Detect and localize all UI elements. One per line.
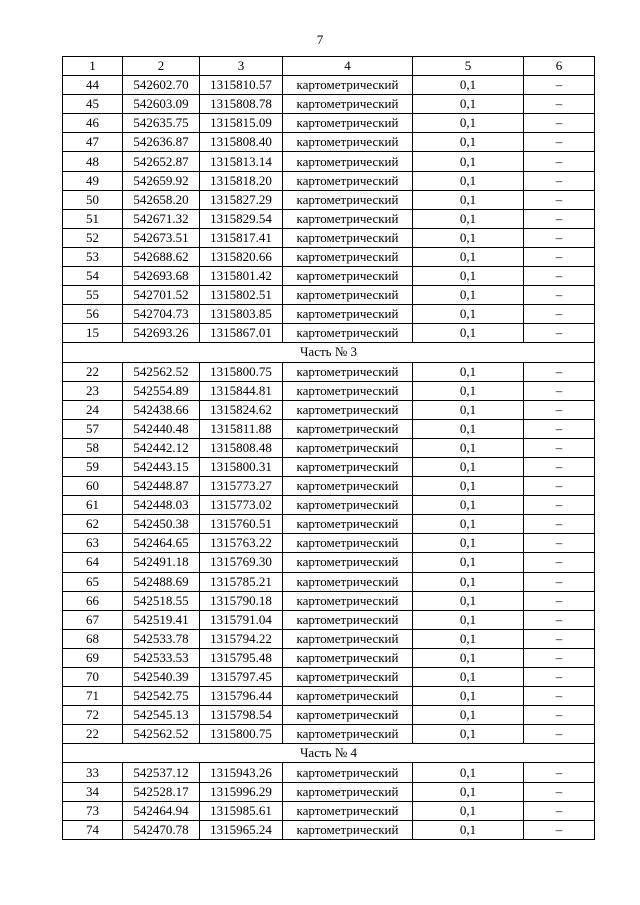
table-row — [63, 668, 595, 687]
method-cell: картометрический — [283, 457, 413, 476]
note-cell: – — [524, 629, 595, 648]
point-number-cell: 65 — [63, 572, 123, 591]
accuracy-cell: 0,1 — [413, 648, 524, 667]
note-cell: – — [524, 95, 595, 114]
x-coordinate-cell: 542450.38 — [123, 515, 200, 534]
method-cell: картометрический — [283, 496, 413, 515]
note-cell: – — [524, 362, 595, 381]
accuracy-cell: 0,1 — [413, 591, 524, 610]
x-coordinate-cell: 542464.65 — [123, 534, 200, 553]
y-coordinate-cell: 1315791.04 — [200, 610, 283, 629]
note-cell: – — [524, 267, 595, 286]
accuracy-cell: 0,1 — [413, 95, 524, 114]
accuracy-cell: 0,1 — [413, 610, 524, 629]
table-row — [63, 515, 595, 534]
y-coordinate-cell: 1315996.29 — [200, 782, 283, 801]
point-number-cell: 63 — [63, 534, 123, 553]
table-row — [63, 95, 595, 114]
point-number-cell: 46 — [63, 114, 123, 133]
note-cell: – — [524, 534, 595, 553]
method-cell: картометрический — [283, 209, 413, 228]
accuracy-cell: 0,1 — [413, 190, 524, 209]
table-row — [63, 629, 595, 648]
point-number-cell: 56 — [63, 305, 123, 324]
method-cell: картометрический — [283, 534, 413, 553]
note-cell: – — [524, 515, 595, 534]
accuracy-cell: 0,1 — [413, 457, 524, 476]
table-body — [63, 57, 595, 840]
x-coordinate-cell: 542491.18 — [123, 553, 200, 572]
note-cell: – — [524, 457, 595, 476]
note-cell: – — [524, 687, 595, 706]
note-cell: – — [524, 133, 595, 152]
accuracy-cell: 0,1 — [413, 496, 524, 515]
table-row — [63, 687, 595, 706]
point-number-cell: 15 — [63, 324, 123, 343]
header-cell: 2 — [123, 57, 200, 76]
accuracy-cell: 0,1 — [413, 706, 524, 725]
table-row — [63, 534, 595, 553]
header-cell: 1 — [63, 57, 123, 76]
point-number-cell: 55 — [63, 286, 123, 305]
note-cell: – — [524, 725, 595, 744]
x-coordinate-cell: 542704.73 — [123, 305, 200, 324]
note-cell: – — [524, 228, 595, 247]
section-header-row — [63, 744, 595, 763]
y-coordinate-cell: 1315800.75 — [200, 725, 283, 744]
note-cell: – — [524, 76, 595, 95]
point-number-cell: 69 — [63, 648, 123, 667]
table-row — [63, 228, 595, 247]
method-cell: картометрический — [283, 782, 413, 801]
y-coordinate-cell: 1315808.78 — [200, 95, 283, 114]
y-coordinate-cell: 1315794.22 — [200, 629, 283, 648]
method-cell: картометрический — [283, 286, 413, 305]
table-row — [63, 286, 595, 305]
point-number-cell: 60 — [63, 477, 123, 496]
x-coordinate-cell: 542658.20 — [123, 190, 200, 209]
method-cell: картометрический — [283, 381, 413, 400]
note-cell: – — [524, 648, 595, 667]
method-cell: картометрический — [283, 610, 413, 629]
accuracy-cell: 0,1 — [413, 553, 524, 572]
accuracy-cell: 0,1 — [413, 171, 524, 190]
table-row — [63, 133, 595, 152]
table-row — [63, 152, 595, 171]
point-number-cell: 49 — [63, 171, 123, 190]
accuracy-cell: 0,1 — [413, 419, 524, 438]
y-coordinate-cell: 1315795.48 — [200, 648, 283, 667]
point-number-cell: 68 — [63, 629, 123, 648]
y-coordinate-cell: 1315798.54 — [200, 706, 283, 725]
note-cell: – — [524, 190, 595, 209]
method-cell: картометрический — [283, 763, 413, 782]
table-row — [63, 820, 595, 839]
point-number-cell: 47 — [63, 133, 123, 152]
table-row — [63, 267, 595, 286]
table-row — [63, 190, 595, 209]
y-coordinate-cell: 1315808.48 — [200, 438, 283, 457]
header-row — [63, 57, 595, 76]
table-row — [63, 114, 595, 133]
point-number-cell: 24 — [63, 400, 123, 419]
accuracy-cell: 0,1 — [413, 267, 524, 286]
y-coordinate-cell: 1315796.44 — [200, 687, 283, 706]
note-cell: – — [524, 591, 595, 610]
point-number-cell: 22 — [63, 362, 123, 381]
accuracy-cell: 0,1 — [413, 152, 524, 171]
point-number-cell: 62 — [63, 515, 123, 534]
method-cell: картометрический — [283, 133, 413, 152]
accuracy-cell: 0,1 — [413, 477, 524, 496]
y-coordinate-cell: 1315808.40 — [200, 133, 283, 152]
method-cell: картометрический — [283, 668, 413, 687]
y-coordinate-cell: 1315773.02 — [200, 496, 283, 515]
accuracy-cell: 0,1 — [413, 286, 524, 305]
method-cell: картометрический — [283, 591, 413, 610]
y-coordinate-cell: 1315813.14 — [200, 152, 283, 171]
point-number-cell: 45 — [63, 95, 123, 114]
method-cell: картометрический — [283, 706, 413, 725]
note-cell: – — [524, 438, 595, 457]
method-cell: картометрический — [283, 247, 413, 266]
table-row — [63, 763, 595, 782]
method-cell: картометрический — [283, 324, 413, 343]
x-coordinate-cell: 542533.53 — [123, 648, 200, 667]
x-coordinate-cell: 542537.12 — [123, 763, 200, 782]
table-row — [63, 782, 595, 801]
y-coordinate-cell: 1315824.62 — [200, 400, 283, 419]
y-coordinate-cell: 1315827.29 — [200, 190, 283, 209]
point-number-cell: 44 — [63, 76, 123, 95]
accuracy-cell: 0,1 — [413, 324, 524, 343]
x-coordinate-cell: 542443.15 — [123, 457, 200, 476]
point-number-cell: 73 — [63, 801, 123, 820]
x-coordinate-cell: 542554.89 — [123, 381, 200, 400]
x-coordinate-cell: 542519.41 — [123, 610, 200, 629]
point-number-cell: 64 — [63, 553, 123, 572]
note-cell: – — [524, 820, 595, 839]
method-cell: картометрический — [283, 629, 413, 648]
x-coordinate-cell: 542636.87 — [123, 133, 200, 152]
x-coordinate-cell: 542448.87 — [123, 477, 200, 496]
method-cell: картометрический — [283, 725, 413, 744]
y-coordinate-cell: 1315820.66 — [200, 247, 283, 266]
note-cell: – — [524, 324, 595, 343]
method-cell: картометрический — [283, 515, 413, 534]
y-coordinate-cell: 1315818.20 — [200, 171, 283, 190]
y-coordinate-cell: 1315797.45 — [200, 668, 283, 687]
page-number: 7 — [316, 32, 324, 47]
note-cell: – — [524, 572, 595, 591]
x-coordinate-cell: 542448.03 — [123, 496, 200, 515]
table-row — [63, 706, 595, 725]
x-coordinate-cell: 542671.32 — [123, 209, 200, 228]
table-row — [63, 171, 595, 190]
accuracy-cell: 0,1 — [413, 381, 524, 400]
accuracy-cell: 0,1 — [413, 668, 524, 687]
point-number-cell: 34 — [63, 782, 123, 801]
note-cell: – — [524, 209, 595, 228]
table-row — [63, 648, 595, 667]
x-coordinate-cell: 542562.52 — [123, 725, 200, 744]
method-cell: картометрический — [283, 419, 413, 438]
method-cell: картометрический — [283, 553, 413, 572]
y-coordinate-cell: 1315800.75 — [200, 362, 283, 381]
x-coordinate-cell: 542470.78 — [123, 820, 200, 839]
point-number-cell: 61 — [63, 496, 123, 515]
point-number-cell: 71 — [63, 687, 123, 706]
note-cell: – — [524, 419, 595, 438]
x-coordinate-cell: 542602.70 — [123, 76, 200, 95]
y-coordinate-cell: 1315803.85 — [200, 305, 283, 324]
method-cell: картометрический — [283, 362, 413, 381]
point-number-cell: 50 — [63, 190, 123, 209]
point-number-cell: 22 — [63, 725, 123, 744]
header-cell: 6 — [524, 57, 595, 76]
method-cell: картометрический — [283, 400, 413, 419]
y-coordinate-cell: 1315763.22 — [200, 534, 283, 553]
accuracy-cell: 0,1 — [413, 782, 524, 801]
accuracy-cell: 0,1 — [413, 687, 524, 706]
method-cell: картометрический — [283, 190, 413, 209]
table-row — [63, 457, 595, 476]
accuracy-cell: 0,1 — [413, 362, 524, 381]
accuracy-cell: 0,1 — [413, 305, 524, 324]
accuracy-cell: 0,1 — [413, 247, 524, 266]
y-coordinate-cell: 1315773.27 — [200, 477, 283, 496]
method-cell: картометрический — [283, 152, 413, 171]
y-coordinate-cell: 1315829.54 — [200, 209, 283, 228]
table-row — [63, 400, 595, 419]
x-coordinate-cell: 542440.48 — [123, 419, 200, 438]
point-number-cell: 72 — [63, 706, 123, 725]
y-coordinate-cell: 1315965.24 — [200, 820, 283, 839]
method-cell: картометрический — [283, 820, 413, 839]
y-coordinate-cell: 1315943.26 — [200, 763, 283, 782]
x-coordinate-cell: 542464.94 — [123, 801, 200, 820]
x-coordinate-cell: 542693.26 — [123, 324, 200, 343]
point-number-cell: 52 — [63, 228, 123, 247]
accuracy-cell: 0,1 — [413, 534, 524, 553]
coordinates-table — [62, 56, 595, 840]
note-cell: – — [524, 801, 595, 820]
point-number-cell: 23 — [63, 381, 123, 400]
method-cell: картометрический — [283, 572, 413, 591]
method-cell: картометрический — [283, 687, 413, 706]
accuracy-cell: 0,1 — [413, 400, 524, 419]
table-row — [63, 362, 595, 381]
section-header-row — [63, 343, 595, 362]
point-number-cell: 57 — [63, 419, 123, 438]
x-coordinate-cell: 542673.51 — [123, 228, 200, 247]
header-cell: 5 — [413, 57, 524, 76]
method-cell: картометрический — [283, 76, 413, 95]
section-title: Часть № 3 — [63, 343, 595, 362]
x-coordinate-cell: 542442.12 — [123, 438, 200, 457]
accuracy-cell: 0,1 — [413, 629, 524, 648]
note-cell: – — [524, 381, 595, 400]
note-cell: – — [524, 171, 595, 190]
note-cell: – — [524, 668, 595, 687]
note-cell: – — [524, 782, 595, 801]
point-number-cell: 58 — [63, 438, 123, 457]
method-cell: картометрический — [283, 267, 413, 286]
y-coordinate-cell: 1315785.21 — [200, 572, 283, 591]
accuracy-cell: 0,1 — [413, 114, 524, 133]
accuracy-cell: 0,1 — [413, 572, 524, 591]
method-cell: картометрический — [283, 477, 413, 496]
x-coordinate-cell: 542603.09 — [123, 95, 200, 114]
x-coordinate-cell: 542652.87 — [123, 152, 200, 171]
note-cell: – — [524, 400, 595, 419]
note-cell: – — [524, 496, 595, 515]
accuracy-cell: 0,1 — [413, 228, 524, 247]
x-coordinate-cell: 542562.52 — [123, 362, 200, 381]
accuracy-cell: 0,1 — [413, 763, 524, 782]
accuracy-cell: 0,1 — [413, 438, 524, 457]
point-number-cell: 59 — [63, 457, 123, 476]
point-number-cell: 67 — [63, 610, 123, 629]
note-cell: – — [524, 247, 595, 266]
y-coordinate-cell: 1315800.31 — [200, 457, 283, 476]
table-row — [63, 324, 595, 343]
x-coordinate-cell: 542545.13 — [123, 706, 200, 725]
method-cell: картометрический — [283, 114, 413, 133]
method-cell: картометрический — [283, 801, 413, 820]
method-cell: картометрический — [283, 438, 413, 457]
y-coordinate-cell: 1315760.51 — [200, 515, 283, 534]
method-cell: картометрический — [283, 95, 413, 114]
accuracy-cell: 0,1 — [413, 820, 524, 839]
table-row — [63, 438, 595, 457]
accuracy-cell: 0,1 — [413, 209, 524, 228]
point-number-cell: 33 — [63, 763, 123, 782]
y-coordinate-cell: 1315985.61 — [200, 801, 283, 820]
section-title: Часть № 4 — [63, 744, 595, 763]
method-cell: картометрический — [283, 305, 413, 324]
x-coordinate-cell: 542659.92 — [123, 171, 200, 190]
method-cell: картометрический — [283, 228, 413, 247]
table-row — [63, 419, 595, 438]
accuracy-cell: 0,1 — [413, 515, 524, 534]
x-coordinate-cell: 542438.66 — [123, 400, 200, 419]
table-row — [63, 591, 595, 610]
method-cell: картометрический — [283, 648, 413, 667]
table-row — [63, 801, 595, 820]
table-row — [63, 381, 595, 400]
table-row — [63, 76, 595, 95]
y-coordinate-cell: 1315769.30 — [200, 553, 283, 572]
note-cell: – — [524, 763, 595, 782]
accuracy-cell: 0,1 — [413, 76, 524, 95]
y-coordinate-cell: 1315801.42 — [200, 267, 283, 286]
point-number-cell: 48 — [63, 152, 123, 171]
y-coordinate-cell: 1315810.57 — [200, 76, 283, 95]
note-cell: – — [524, 553, 595, 572]
accuracy-cell: 0,1 — [413, 725, 524, 744]
y-coordinate-cell: 1315815.09 — [200, 114, 283, 133]
point-number-cell: 66 — [63, 591, 123, 610]
table-row — [63, 209, 595, 228]
y-coordinate-cell: 1315811.88 — [200, 419, 283, 438]
x-coordinate-cell: 542542.75 — [123, 687, 200, 706]
y-coordinate-cell: 1315790.18 — [200, 591, 283, 610]
note-cell: – — [524, 305, 595, 324]
point-number-cell: 70 — [63, 668, 123, 687]
table-row — [63, 725, 595, 744]
note-cell: – — [524, 286, 595, 305]
table-row — [63, 553, 595, 572]
x-coordinate-cell: 542518.55 — [123, 591, 200, 610]
header-cell: 3 — [200, 57, 283, 76]
accuracy-cell: 0,1 — [413, 801, 524, 820]
point-number-cell: 53 — [63, 247, 123, 266]
note-cell: – — [524, 706, 595, 725]
x-coordinate-cell: 542688.62 — [123, 247, 200, 266]
y-coordinate-cell: 1315844.81 — [200, 381, 283, 400]
note-cell: – — [524, 477, 595, 496]
note-cell: – — [524, 114, 595, 133]
method-cell: картометрический — [283, 171, 413, 190]
table-row — [63, 477, 595, 496]
table-row — [63, 572, 595, 591]
note-cell: – — [524, 610, 595, 629]
y-coordinate-cell: 1315867.01 — [200, 324, 283, 343]
x-coordinate-cell: 542635.75 — [123, 114, 200, 133]
x-coordinate-cell: 542533.78 — [123, 629, 200, 648]
x-coordinate-cell: 542701.52 — [123, 286, 200, 305]
point-number-cell: 54 — [63, 267, 123, 286]
point-number-cell: 74 — [63, 820, 123, 839]
x-coordinate-cell: 542528.17 — [123, 782, 200, 801]
note-cell: – — [524, 152, 595, 171]
table-row — [63, 610, 595, 629]
x-coordinate-cell: 542488.69 — [123, 572, 200, 591]
y-coordinate-cell: 1315802.51 — [200, 286, 283, 305]
x-coordinate-cell: 542540.39 — [123, 668, 200, 687]
table-row — [63, 247, 595, 266]
header-cell: 4 — [283, 57, 413, 76]
table-row — [63, 496, 595, 515]
table-row — [63, 305, 595, 324]
x-coordinate-cell: 542693.68 — [123, 267, 200, 286]
y-coordinate-cell: 1315817.41 — [200, 228, 283, 247]
accuracy-cell: 0,1 — [413, 133, 524, 152]
point-number-cell: 51 — [63, 209, 123, 228]
